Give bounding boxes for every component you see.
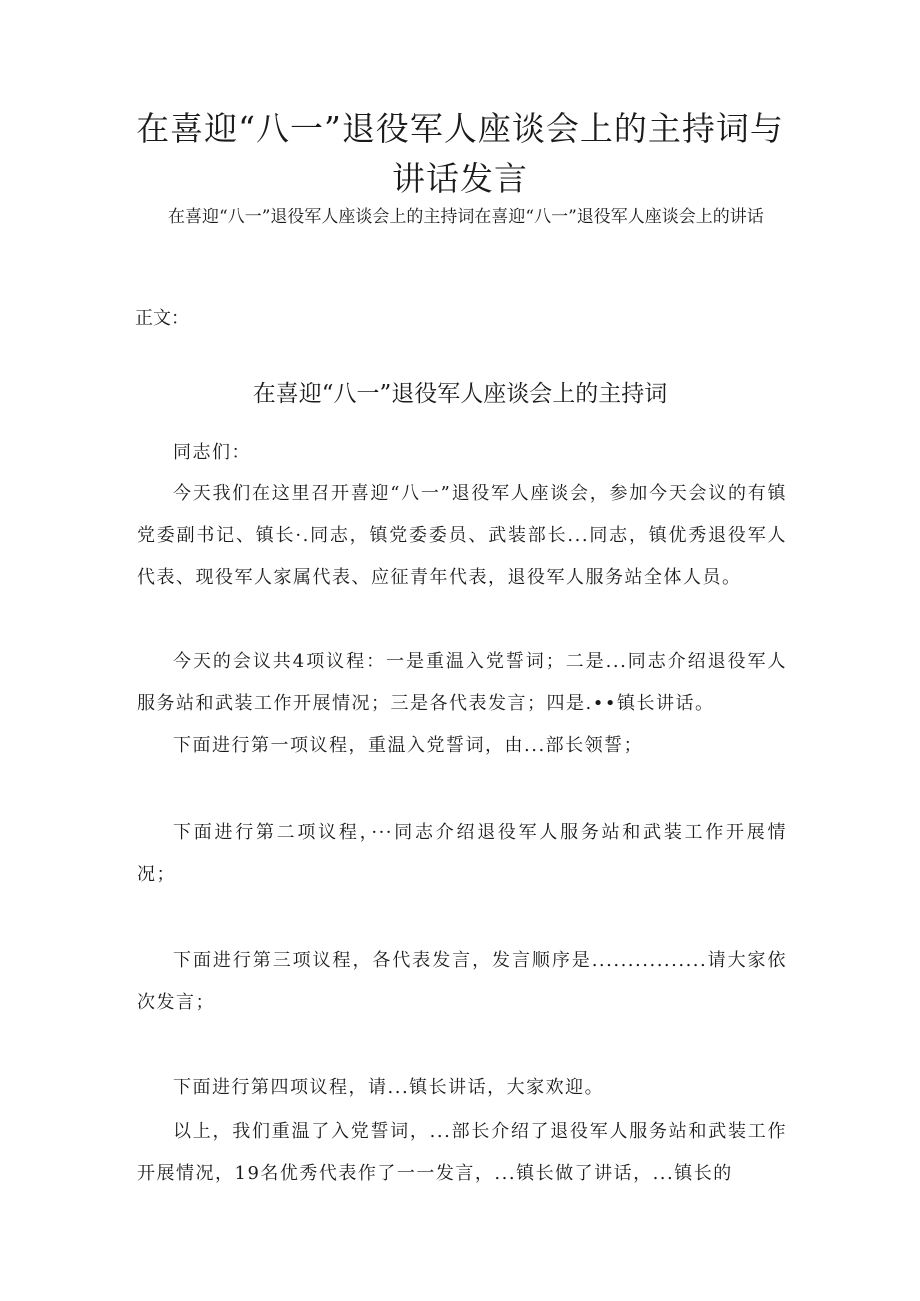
document-summary: 在喜迎“八一”退役军人座谈会上的主持词在喜迎“八一”退役军人座谈会上的讲话 (168, 207, 764, 227)
paragraph: 以上，我们重温了入党誓词，...部长介绍了退役军人服务站和武装工作开展情况，19名优秀代表作了一一发言，...镇长做了讲话，...镇长的 (137, 1121, 787, 1184)
paragraph: 今天的会议共4项议程：一是重温入党誓词；二是...同志介绍退役军人服务站和武装工作开展情况；三是各代表发言；四是.••镇长讲话。 (137, 651, 787, 714)
paragraph: 下面进行第三项议程，各代表发言，发言顺序是................请大家依次发言； (137, 950, 787, 1013)
body-label: 正文： (135, 308, 189, 329)
paragraph: 今天我们在这里召开喜迎“八一”退役军人座谈会，参加今天会议的有镇党委副书记、镇长·.同志，镇党委委员、武装部长...同志，镇优秀退役军人代表、现役军人家属代表、应征青年代表，退役军人服务站全体人员。 (137, 483, 787, 588)
paragraph: 下面进行第四项议程，请...镇长讲话，大家欢迎。 (173, 1077, 605, 1098)
document-title: 在喜迎“八一”退役军人座谈会上的主持词与讲话发言 (136, 109, 784, 198)
paragraph: 下面进行第二项议程，···同志介绍退役军人服务站和武装工作开展情况； (137, 822, 787, 885)
section-title: 在喜迎“八一”退役军人座谈会上的主持词 (252, 381, 668, 407)
paragraph: 下面进行第一项议程，重温入党誓词，由...部长领誓； (173, 735, 644, 756)
paragraph-greeting: 同志们： (173, 442, 251, 463)
